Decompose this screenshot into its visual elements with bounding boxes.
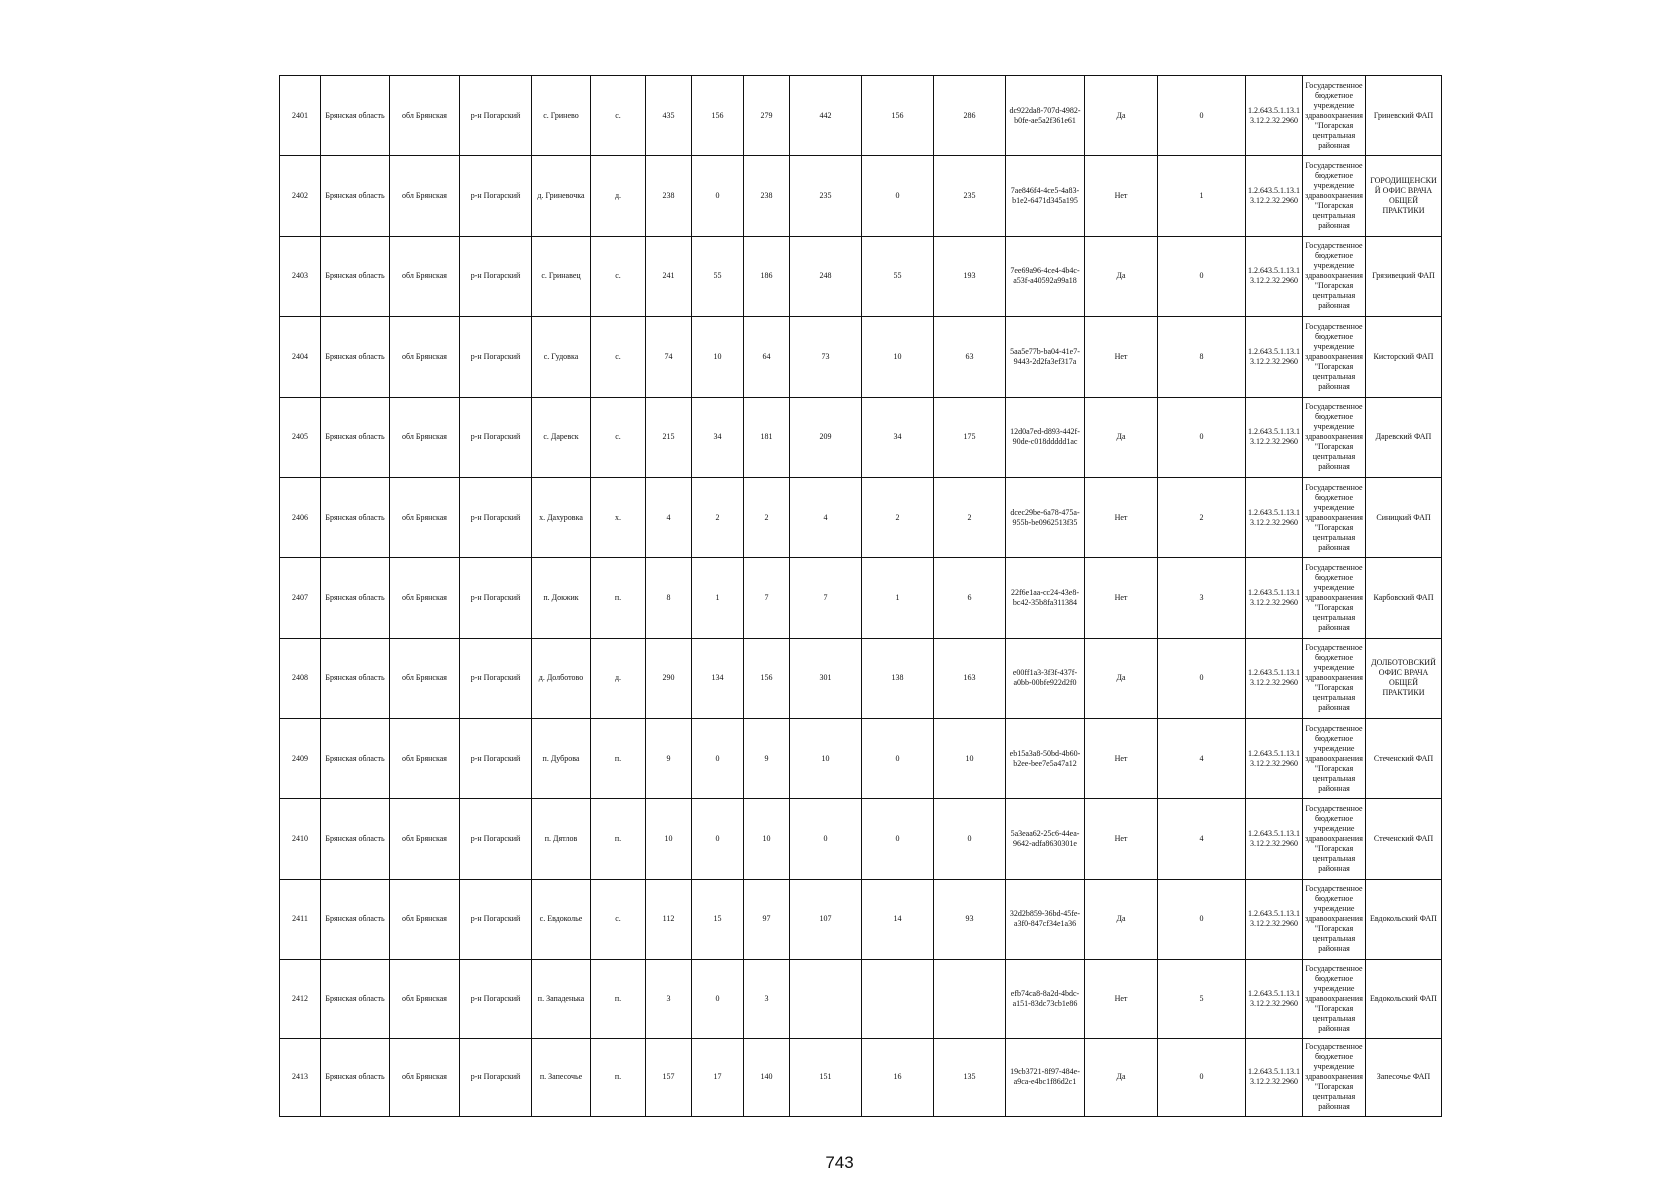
- count-cell-3: 238: [744, 156, 790, 236]
- flag-cell: Да: [1085, 1038, 1158, 1117]
- district-cell: р-н Погарский: [460, 397, 532, 477]
- region-cell: Брянская область: [321, 397, 390, 477]
- row-number-cell: 2412: [280, 960, 321, 1038]
- flag-cell: Нет: [1085, 317, 1158, 397]
- count-cell-5: 0: [862, 719, 934, 799]
- count-cell-2: 134: [692, 638, 744, 718]
- count-cell-6: 0: [934, 799, 1006, 879]
- distance-cell: 0: [1158, 236, 1246, 316]
- count-cell-3: 2: [744, 477, 790, 557]
- settlement-type-cell: п.: [591, 558, 646, 638]
- organization-cell: Государственное бюджетное учреждение здравоохранения "Погарская центральная районная: [1303, 799, 1366, 879]
- count-cell-6: 235: [934, 156, 1006, 236]
- guid-cell: dcec29be-6a78-475a-955b-be0962513f35: [1006, 477, 1085, 557]
- table-row: [280, 397, 1442, 477]
- settlement-type-cell: с.: [591, 236, 646, 316]
- settlement-cell: с. Евдоколье: [532, 879, 591, 959]
- settlement-cell: д. Долботово: [532, 638, 591, 718]
- region-cell: Брянская область: [321, 236, 390, 316]
- guid-cell: e00ff1a3-3f3f-437f-a0bb-00bfe922d2f0: [1006, 638, 1085, 718]
- table-row: [280, 558, 1442, 638]
- table-row: [280, 76, 1442, 156]
- table-row: [280, 317, 1442, 397]
- flag-cell: Да: [1085, 397, 1158, 477]
- settlement-cell: с. Гудовка: [532, 317, 591, 397]
- settlement-type-cell: д.: [591, 638, 646, 718]
- facility-cell: Карбовский ФАП: [1366, 558, 1442, 638]
- guid-cell: dc922da8-707d-4982-b0fe-ae5a2f361e61: [1006, 76, 1085, 156]
- settlement-cell: д. Гриневочка: [532, 156, 591, 236]
- district-cell: р-н Погарский: [460, 76, 532, 156]
- count-cell-1: 157: [646, 1038, 692, 1117]
- count-cell-4: 0: [790, 799, 862, 879]
- count-cell-1: 215: [646, 397, 692, 477]
- count-cell-4: 248: [790, 236, 862, 316]
- subject-cell: обл Брянская: [390, 558, 460, 638]
- flag-cell: Нет: [1085, 156, 1158, 236]
- subject-cell: обл Брянская: [390, 317, 460, 397]
- table-row: [280, 719, 1442, 799]
- facility-cell: ГОРОДИЩЕНСКИЙ ОФИС ВРАЧА ОБЩЕЙ ПРАКТИКИ: [1366, 156, 1442, 236]
- count-cell-1: 238: [646, 156, 692, 236]
- count-cell-1: 9: [646, 719, 692, 799]
- count-cell-3: 10: [744, 799, 790, 879]
- count-cell-5: 10: [862, 317, 934, 397]
- flag-cell: Нет: [1085, 960, 1158, 1038]
- oid-cell: 1.2.643.5.1.13.13.12.2.32.2960: [1246, 397, 1303, 477]
- region-cell: Брянская область: [321, 1038, 390, 1117]
- count-cell-5: 16: [862, 1038, 934, 1117]
- distance-cell: 5: [1158, 960, 1246, 1038]
- count-cell-4: 73: [790, 317, 862, 397]
- table-row: [280, 638, 1442, 718]
- count-cell-2: 15: [692, 879, 744, 959]
- count-cell-4: 151: [790, 1038, 862, 1117]
- district-cell: р-н Погарский: [460, 317, 532, 397]
- table-row: [280, 1038, 1442, 1117]
- count-cell-5: 1: [862, 558, 934, 638]
- row-number-cell: 2405: [280, 397, 321, 477]
- count-cell-6: 2: [934, 477, 1006, 557]
- distance-cell: 0: [1158, 879, 1246, 959]
- flag-cell: Нет: [1085, 477, 1158, 557]
- district-cell: р-н Погарский: [460, 879, 532, 959]
- guid-cell: 22f6e1aa-cc24-43e8-bc42-35b8fa311384: [1006, 558, 1085, 638]
- count-cell-1: 241: [646, 236, 692, 316]
- count-cell-6: 10: [934, 719, 1006, 799]
- distance-cell: 0: [1158, 1038, 1246, 1117]
- subject-cell: обл Брянская: [390, 799, 460, 879]
- organization-cell: Государственное бюджетное учреждение здравоохранения "Погарская центральная районная: [1303, 719, 1366, 799]
- flag-cell: Да: [1085, 236, 1158, 316]
- row-number-cell: 2411: [280, 879, 321, 959]
- count-cell-4: 235: [790, 156, 862, 236]
- flag-cell: Нет: [1085, 719, 1158, 799]
- facility-cell: Запесочье ФАП: [1366, 1038, 1442, 1117]
- settlement-type-cell: п.: [591, 799, 646, 879]
- facility-cell: Грязивецкий ФАП: [1366, 236, 1442, 316]
- table-body: [280, 76, 1442, 1117]
- row-number-cell: 2407: [280, 558, 321, 638]
- subject-cell: обл Брянская: [390, 76, 460, 156]
- oid-cell: 1.2.643.5.1.13.13.12.2.32.2960: [1246, 76, 1303, 156]
- count-cell-2: 2: [692, 477, 744, 557]
- count-cell-6: 193: [934, 236, 1006, 316]
- oid-cell: 1.2.643.5.1.13.13.12.2.32.2960: [1246, 960, 1303, 1038]
- count-cell-3: 9: [744, 719, 790, 799]
- count-cell-6: 163: [934, 638, 1006, 718]
- guid-cell: 7ae846f4-4ce5-4a83-b1e2-6471d345a195: [1006, 156, 1085, 236]
- count-cell-6: 6: [934, 558, 1006, 638]
- subject-cell: обл Брянская: [390, 638, 460, 718]
- count-cell-3: 3: [744, 960, 790, 1038]
- distance-cell: 2: [1158, 477, 1246, 557]
- count-cell-1: 435: [646, 76, 692, 156]
- row-number-cell: 2413: [280, 1038, 321, 1117]
- row-number-cell: 2408: [280, 638, 321, 718]
- organization-cell: Государственное бюджетное учреждение здравоохранения "Погарская центральная районная: [1303, 1038, 1366, 1117]
- region-cell: Брянская область: [321, 960, 390, 1038]
- count-cell-4: 10: [790, 719, 862, 799]
- count-cell-3: 64: [744, 317, 790, 397]
- settlement-type-cell: с.: [591, 879, 646, 959]
- organization-cell: Государственное бюджетное учреждение здравоохранения "Погарская центральная районная: [1303, 638, 1366, 718]
- table-row: [280, 477, 1442, 557]
- guid-cell: 5a3eaa62-25c6-44ea-9642-adfa8630301e: [1006, 799, 1085, 879]
- district-cell: р-н Погарский: [460, 236, 532, 316]
- count-cell-2: 17: [692, 1038, 744, 1117]
- count-cell-1: 8: [646, 558, 692, 638]
- distance-cell: 4: [1158, 799, 1246, 879]
- organization-cell: Государственное бюджетное учреждение здравоохранения "Погарская центральная районная: [1303, 76, 1366, 156]
- row-number-cell: 2403: [280, 236, 321, 316]
- page-number: 743: [825, 1153, 854, 1168]
- organization-cell: Государственное бюджетное учреждение здравоохранения "Погарская центральная районная: [1303, 558, 1366, 638]
- row-number-cell: 2406: [280, 477, 321, 557]
- settlement-cell: с. Даревск: [532, 397, 591, 477]
- distance-cell: 0: [1158, 76, 1246, 156]
- oid-cell: 1.2.643.5.1.13.13.12.2.32.2960: [1246, 879, 1303, 959]
- oid-cell: 1.2.643.5.1.13.13.12.2.32.2960: [1246, 156, 1303, 236]
- settlement-type-cell: с.: [591, 317, 646, 397]
- flag-cell: Да: [1085, 76, 1158, 156]
- distance-cell: 0: [1158, 638, 1246, 718]
- count-cell-2: 0: [692, 156, 744, 236]
- count-cell-1: 290: [646, 638, 692, 718]
- guid-cell: efb74ca8-8a2d-4bdc-a151-83dc73cb1e86: [1006, 960, 1085, 1038]
- settlement-cell: п. Докжик: [532, 558, 591, 638]
- settlement-cell: с. Гринавец: [532, 236, 591, 316]
- region-cell: Брянская область: [321, 76, 390, 156]
- settlement-type-cell: п.: [591, 719, 646, 799]
- organization-cell: Государственное бюджетное учреждение здравоохранения "Погарская центральная районная: [1303, 397, 1366, 477]
- guid-cell: 7ee69a96-4ce4-4b4c-a53f-a40592a99a18: [1006, 236, 1085, 316]
- region-cell: Брянская область: [321, 719, 390, 799]
- settlement-cell: х. Дахуровка: [532, 477, 591, 557]
- settlement-cell: п. Запесочье: [532, 1038, 591, 1117]
- settlement-cell: п. Дуброва: [532, 719, 591, 799]
- guid-cell: 32d2b859-36bd-45fe-a3f0-847cf34e1a36: [1006, 879, 1085, 959]
- count-cell-1: 3: [646, 960, 692, 1038]
- count-cell-1: 112: [646, 879, 692, 959]
- subject-cell: обл Брянская: [390, 397, 460, 477]
- flag-cell: Да: [1085, 879, 1158, 959]
- count-cell-2: 34: [692, 397, 744, 477]
- count-cell-5: 156: [862, 76, 934, 156]
- distance-cell: 8: [1158, 317, 1246, 397]
- count-cell-3: 140: [744, 1038, 790, 1117]
- organization-cell: Государственное бюджетное учреждение здравоохранения "Погарская центральная районная: [1303, 317, 1366, 397]
- distance-cell: 0: [1158, 397, 1246, 477]
- subject-cell: обл Брянская: [390, 1038, 460, 1117]
- guid-cell: eb15a3a8-50bd-4b60-b2ee-bee7e5a47a12: [1006, 719, 1085, 799]
- region-cell: Брянская область: [321, 879, 390, 959]
- count-cell-4: 107: [790, 879, 862, 959]
- settlement-type-cell: п.: [591, 960, 646, 1038]
- region-cell: Брянская область: [321, 477, 390, 557]
- count-cell-5: 14: [862, 879, 934, 959]
- row-number-cell: 2409: [280, 719, 321, 799]
- district-cell: р-н Погарский: [460, 638, 532, 718]
- row-number-cell: 2401: [280, 76, 321, 156]
- count-cell-5: 0: [862, 799, 934, 879]
- facility-cell: ДОЛБОТОВСКИЙ ОФИС ВРАЧА ОБЩЕЙ ПРАКТИКИ: [1366, 638, 1442, 718]
- facility-cell: Стеченский ФАП: [1366, 719, 1442, 799]
- count-cell-2: 156: [692, 76, 744, 156]
- distance-cell: 3: [1158, 558, 1246, 638]
- district-cell: р-н Погарский: [460, 156, 532, 236]
- count-cell-6: 93: [934, 879, 1006, 959]
- flag-cell: Нет: [1085, 558, 1158, 638]
- count-cell-6: 63: [934, 317, 1006, 397]
- facility-cell: Стеченский ФАП: [1366, 799, 1442, 879]
- flag-cell: Нет: [1085, 799, 1158, 879]
- guid-cell: 19cb3721-8f97-484e-a9ca-e4bc1f86d2c1: [1006, 1038, 1085, 1117]
- distance-cell: 1: [1158, 156, 1246, 236]
- table-row: [280, 236, 1442, 316]
- facility-cell: Даревский ФАП: [1366, 397, 1442, 477]
- facility-cell: Евдокольский ФАП: [1366, 879, 1442, 959]
- count-cell-5: [862, 960, 934, 1038]
- region-cell: Брянская область: [321, 799, 390, 879]
- organization-cell: Государственное бюджетное учреждение здравоохранения "Погарская центральная районная: [1303, 960, 1366, 1038]
- organization-cell: Государственное бюджетное учреждение здравоохранения "Погарская центральная районная: [1303, 236, 1366, 316]
- oid-cell: 1.2.643.5.1.13.13.12.2.32.2960: [1246, 799, 1303, 879]
- count-cell-4: 301: [790, 638, 862, 718]
- settlements-table: [279, 75, 1442, 1117]
- facility-cell: Гриневский ФАП: [1366, 76, 1442, 156]
- settlement-type-cell: с.: [591, 76, 646, 156]
- district-cell: р-н Погарский: [460, 719, 532, 799]
- oid-cell: 1.2.643.5.1.13.13.12.2.32.2960: [1246, 317, 1303, 397]
- facility-cell: Кисторский ФАП: [1366, 317, 1442, 397]
- count-cell-3: 156: [744, 638, 790, 718]
- district-cell: р-н Погарский: [460, 799, 532, 879]
- count-cell-1: 74: [646, 317, 692, 397]
- count-cell-2: 0: [692, 719, 744, 799]
- distance-cell: 4: [1158, 719, 1246, 799]
- oid-cell: 1.2.643.5.1.13.13.12.2.32.2960: [1246, 477, 1303, 557]
- table-row: [280, 156, 1442, 236]
- region-cell: Брянская область: [321, 558, 390, 638]
- flag-cell: Да: [1085, 638, 1158, 718]
- organization-cell: Государственное бюджетное учреждение здравоохранения "Погарская центральная районная: [1303, 477, 1366, 557]
- settlement-type-cell: х.: [591, 477, 646, 557]
- count-cell-6: [934, 960, 1006, 1038]
- table-row: [280, 879, 1442, 959]
- oid-cell: 1.2.643.5.1.13.13.12.2.32.2960: [1246, 558, 1303, 638]
- table-row: [280, 960, 1442, 1038]
- region-cell: Брянская область: [321, 317, 390, 397]
- settlement-type-cell: п.: [591, 1038, 646, 1117]
- organization-cell: Государственное бюджетное учреждение здравоохранения "Погарская центральная районная: [1303, 156, 1366, 236]
- count-cell-3: 7: [744, 558, 790, 638]
- count-cell-4: 7: [790, 558, 862, 638]
- count-cell-1: 4: [646, 477, 692, 557]
- count-cell-4: 209: [790, 397, 862, 477]
- region-cell: Брянская область: [321, 638, 390, 718]
- count-cell-6: 286: [934, 76, 1006, 156]
- count-cell-3: 181: [744, 397, 790, 477]
- count-cell-1: 10: [646, 799, 692, 879]
- count-cell-6: 135: [934, 1038, 1006, 1117]
- count-cell-3: 279: [744, 76, 790, 156]
- count-cell-2: 55: [692, 236, 744, 316]
- count-cell-3: 186: [744, 236, 790, 316]
- facility-cell: Евдокольский ФАП: [1366, 960, 1442, 1038]
- count-cell-4: 4: [790, 477, 862, 557]
- settlement-cell: п. Дятлов: [532, 799, 591, 879]
- count-cell-5: 34: [862, 397, 934, 477]
- subject-cell: обл Брянская: [390, 719, 460, 799]
- count-cell-2: 0: [692, 799, 744, 879]
- subject-cell: обл Брянская: [390, 960, 460, 1038]
- count-cell-3: 97: [744, 879, 790, 959]
- organization-cell: Государственное бюджетное учреждение здравоохранения "Погарская центральная районная: [1303, 879, 1366, 959]
- district-cell: р-н Погарский: [460, 1038, 532, 1117]
- district-cell: р-н Погарский: [460, 477, 532, 557]
- oid-cell: 1.2.643.5.1.13.13.12.2.32.2960: [1246, 236, 1303, 316]
- facility-cell: Синицкий ФАП: [1366, 477, 1442, 557]
- count-cell-5: 2: [862, 477, 934, 557]
- subject-cell: обл Брянская: [390, 236, 460, 316]
- guid-cell: 12d0a7ed-d893-442f-90de-c018ddddd1ac: [1006, 397, 1085, 477]
- count-cell-6: 175: [934, 397, 1006, 477]
- settlement-cell: с. Гриневo: [532, 76, 591, 156]
- count-cell-2: 10: [692, 317, 744, 397]
- oid-cell: 1.2.643.5.1.13.13.12.2.32.2960: [1246, 719, 1303, 799]
- count-cell-5: 138: [862, 638, 934, 718]
- settlement-type-cell: с.: [591, 397, 646, 477]
- count-cell-4: [790, 960, 862, 1038]
- oid-cell: 1.2.643.5.1.13.13.12.2.32.2960: [1246, 1038, 1303, 1117]
- subject-cell: обл Брянская: [390, 477, 460, 557]
- row-number-cell: 2404: [280, 317, 321, 397]
- subject-cell: обл Брянская: [390, 156, 460, 236]
- region-cell: Брянская область: [321, 156, 390, 236]
- count-cell-2: 1: [692, 558, 744, 638]
- count-cell-5: 0: [862, 156, 934, 236]
- count-cell-4: 442: [790, 76, 862, 156]
- row-number-cell: 2410: [280, 799, 321, 879]
- table-row: [280, 799, 1442, 879]
- settlement-cell: п. Западенька: [532, 960, 591, 1038]
- count-cell-2: 0: [692, 960, 744, 1038]
- district-cell: р-н Погарский: [460, 960, 532, 1038]
- oid-cell: 1.2.643.5.1.13.13.12.2.32.2960: [1246, 638, 1303, 718]
- row-number-cell: 2402: [280, 156, 321, 236]
- district-cell: р-н Погарский: [460, 558, 532, 638]
- settlement-type-cell: д.: [591, 156, 646, 236]
- subject-cell: обл Брянская: [390, 879, 460, 959]
- count-cell-5: 55: [862, 236, 934, 316]
- guid-cell: 5aa5e77b-ba04-41e7-9443-2d2fa3ef317a: [1006, 317, 1085, 397]
